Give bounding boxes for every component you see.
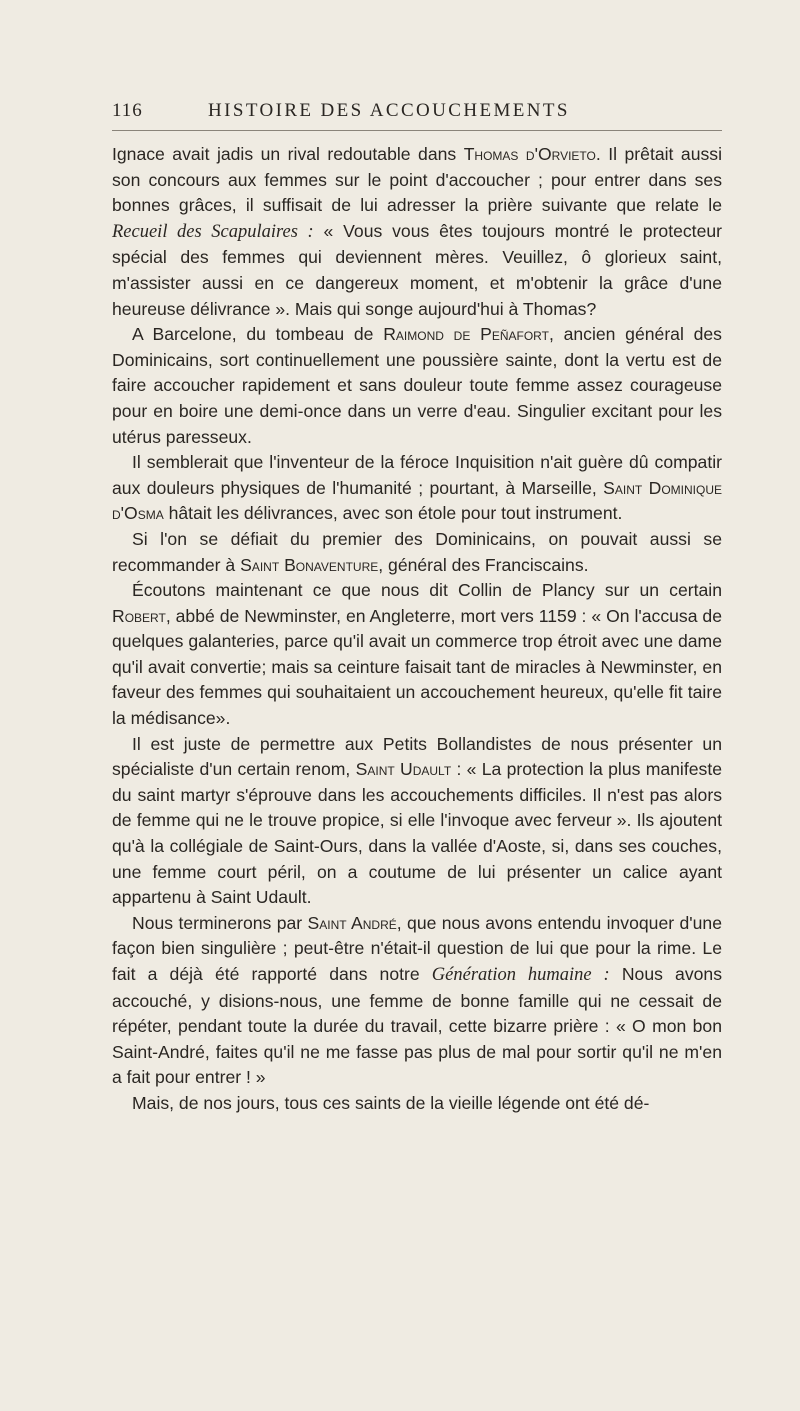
paragraph-udault: Il est juste de permettre aux Petits Bollandistes de nous présenter un spécialiste d'un certain renom, Saint Udault : « La protection la plus manifeste du saint martyr s'éprouve dans les accouchements difficiles. Il n'est pas alors de femme qui ne le trouve propice, si elle l'invoque avec ferveur ». Ils ajoutent qu'à la collégiale de Saint-Ours, dans la vallée d'Aoste, si, dans ses couches, une femme court péril, on a coutume de lui présenter un calice ayant appartenu à Saint Udault.: [112, 733, 722, 908]
paragraph-andre: Nous terminerons par Saint André, que nous avons entendu invoquer d'une façon bien singulière ; peut-être n'était-il question de lui que pour la rime. Le fait a déjà été rapporté dans notre Génération humaine : Nous avons accouché, y disions-nous, une femme de bonne famille qui ne cessait de répéter, pendant toute la durée du travail, cette bizarre prière : « O mon bon Saint-André, faites qu'il ne me fasse pas plus de mal pour sortir qu'il ne m'en a fait pour entrer ! »: [112, 912, 722, 1088]
paragraph-robert: Écoutons maintenant ce que nous dit Collin de Plancy sur un certain Robert, abbé de Newminster, en Angleterre, mort vers 1159 : « On l'accusa de quelques galanteries, parce qu'il avait un commerce trop étroit avec une dame qu'il avait convertie; mais sa ceinture faisait tant de miracles à Newminster, en faveur des femmes qui souhaitaient un accouchement heureux, qu'elle fit taire la médisance».: [112, 580, 722, 729]
page-number: 116: [112, 100, 143, 121]
running-title: HISTOIRE DES ACCOUCHEMENTS: [208, 100, 570, 121]
paragraph-bonaventure: Si l'on se défiait du premier des Dominicains, on pouvait aussi se recommander à Saint Bonaventure, général des Franciscains.: [112, 528, 722, 575]
paragraph-closing: Mais, de nos jours, tous ces saints de la vieille légende ont été dé-: [132, 1092, 650, 1113]
body-text: [112, 142, 722, 1117]
header-rule: [112, 130, 722, 131]
paragraph-thomas: Ignace avait jadis un rival redoutable dans Thomas d'Orvieto. Il prêtait aussi son concours aux femmes sur le point d'accoucher ; pour entrer dans ses bonnes grâces, il suffisait de lui adresser la prière suivante que relate le Recueil des Scapulaires : « Vous vous êtes toujours montré le protecteur spécial des femmes qui deviennent mères. Veuillez, ô glorieux saint, m'assister aussi en ce dangereux moment, et m'obtenir la grâce d'une heureuse délivrance ». Mais qui songe aujourd'hui à Thomas?: [112, 144, 722, 319]
paragraph-raimond: A Barcelone, du tombeau de Raimond de Peñafort, ancien général des Dominicains, sort continuellement une poussière sainte, dont la vertu est de faire accoucher rapidement et sans douleur toute femme assez courageuse pour en boire une demi-once dans un verre d'eau. Singulier excitant pour les utérus paresseux.: [112, 324, 722, 447]
page-header: [112, 100, 722, 126]
paragraph-dominique: Il semblerait que l'inventeur de la féroce Inquisition n'ait guère dû compatir aux douleurs physiques de l'humanité ; pourtant, à Marseille, Saint Dominique d'Osma hâtait les délivrances, avec son étole pour tout instrument.: [112, 452, 722, 524]
